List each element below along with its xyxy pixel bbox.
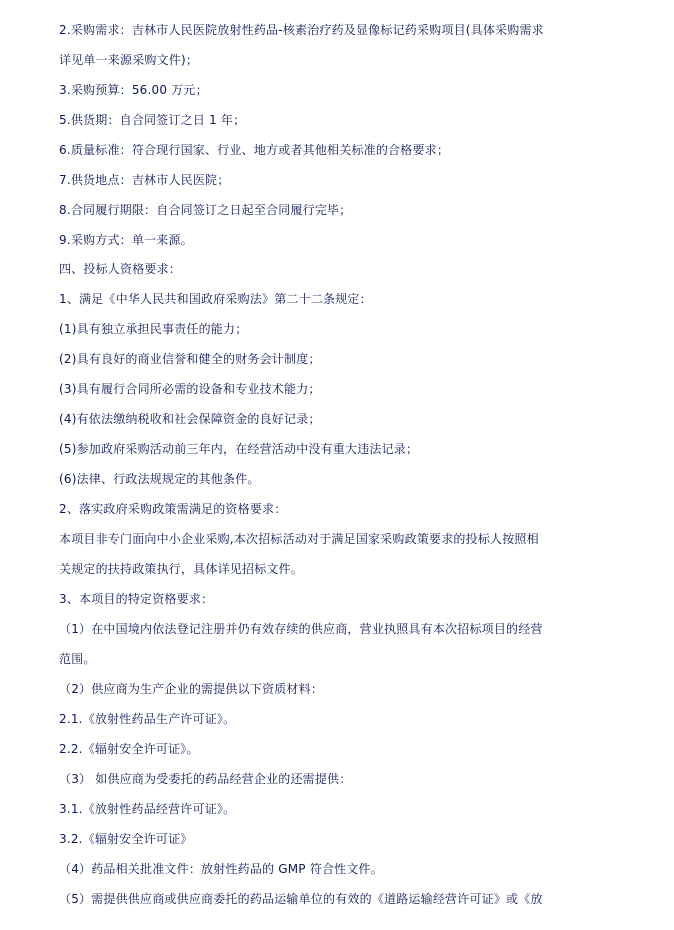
text-line-delivery-location: 7.供货地点：吉林市人民医院； bbox=[59, 173, 230, 187]
text-line-procurement-need: 2.采购需求：吉林市人民医院放射性药品-核素治疗药及显像标记药采购项目(具体采购需求 bbox=[59, 23, 544, 37]
list-item-specific-1-cont: 范围。 bbox=[59, 652, 96, 666]
list-item-req-4: (4)有依法缴纳税收和社会保障资金的良好记录； bbox=[59, 412, 321, 426]
text-line-contract-term: 8.合同履行期限：自合同签订之日起至合同履行完毕； bbox=[59, 203, 352, 217]
list-item-req-5: (5)参加政府采购活动前三年内，在经营活动中没有重大违法记录； bbox=[59, 442, 419, 456]
list-item-req-6: (6)法律、行政法规规定的其他条件。 bbox=[59, 472, 260, 486]
text-line-quality-standard: 6.质量标准：符合现行国家、行业、地方或者其他相关标准的合格要求； bbox=[59, 143, 450, 157]
list-item-specific-1: （1）在中国境内依法登记注册并仍有效存续的供应商，营业执照具有本次招标项目的经营 bbox=[59, 622, 543, 636]
text-line-procurement-need-cont: 详见单一来源采购文件)； bbox=[59, 53, 199, 67]
list-item-req-3: (3)具有履行合同所必需的设备和专业技术能力； bbox=[59, 382, 321, 396]
list-item-specific-2-2: 2.2.《辐射安全许可证》。 bbox=[59, 742, 199, 756]
list-item-req-2: (2)具有良好的商业信誉和健全的财务会计制度； bbox=[59, 352, 321, 366]
text-line-policy-detail-cont: 关规定的扶持政策执行，具体详见招标文件。 bbox=[59, 562, 304, 576]
text-line-policy-requirements: 2、落实政府采购政策需满足的资格要求： bbox=[59, 502, 287, 516]
list-item-specific-3: （3） 如供应商为受委托的药品经营企业的还需提供： bbox=[59, 772, 352, 786]
text-line-supply-period: 5.供货期：自合同签订之日 1 年； bbox=[59, 113, 246, 127]
text-line-policy-detail: 本项目非专门面向中小企业采购,本次招标活动对于满足国家采购政策要求的投标人按照相 bbox=[59, 532, 539, 546]
list-item-specific-3-1: 3.1.《放射性药品经营许可证》。 bbox=[59, 802, 236, 816]
list-item-specific-2-1: 2.1.《放射性药品生产许可证》。 bbox=[59, 712, 236, 726]
list-item-specific-2: （2）供应商为生产企业的需提供以下资质材料： bbox=[59, 682, 324, 696]
text-line-procurement-method: 9.采购方式：单一来源。 bbox=[59, 233, 193, 247]
list-item-specific-3-2: 3.2.《辐射安全许可证》 bbox=[59, 832, 193, 846]
list-item-specific-5: （5）需提供供应商或供应商委托的药品运输单位的有效的《道路运输经营许可证》或《放 bbox=[59, 892, 543, 906]
section-heading-qualifications: 四、投标人资格要求： bbox=[59, 262, 182, 276]
list-item-specific-4: （4）药品相关批准文件：放射性药品的 GMP 符合性文件。 bbox=[59, 862, 383, 876]
list-item-req-1: (1)具有独立承担民事责任的能力； bbox=[59, 322, 248, 336]
text-line-specific-requirements: 3、本项目的特定资格要求： bbox=[59, 592, 214, 606]
text-line-law-article-22: 1、满足《中华人民共和国政府采购法》第二十二条规定： bbox=[59, 292, 372, 306]
text-line-budget: 3.采购预算：56.00 万元； bbox=[59, 83, 208, 97]
